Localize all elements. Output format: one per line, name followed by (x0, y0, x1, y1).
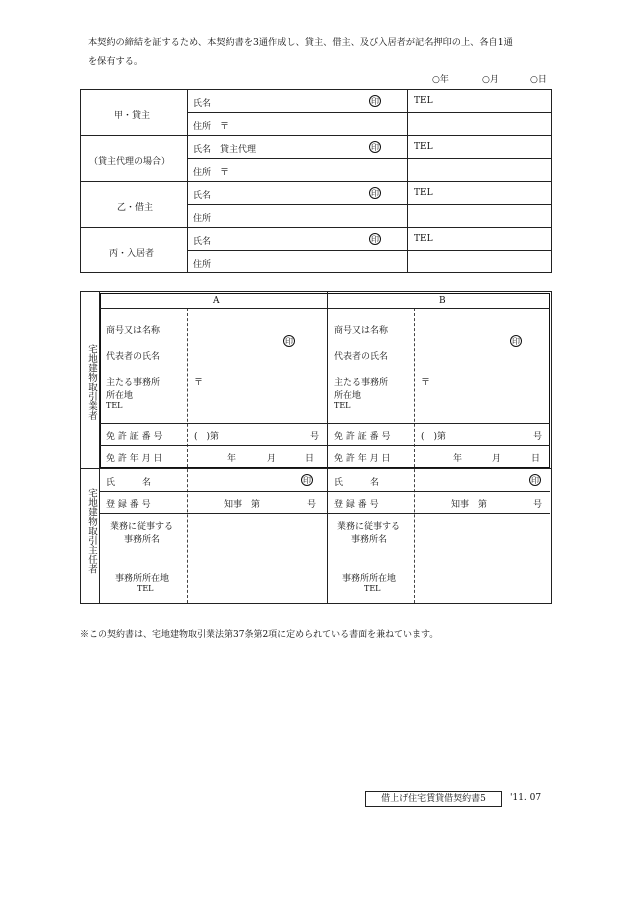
office-name-label: 業務に従事する (110, 522, 174, 532)
intro-text (88, 33, 568, 71)
parties-table (80, 89, 552, 273)
office-location-label: 所在地 (334, 391, 362, 401)
date-day: ○日 (530, 75, 547, 85)
party-name-label: 氏名 (193, 237, 212, 247)
party-tel-label: TEL (414, 96, 433, 106)
office-tel-label: TEL (334, 401, 351, 410)
trade-name-label: 商号又は名称 (334, 326, 389, 336)
party-tel-label: TEL (414, 142, 433, 152)
date-month: ○月 (482, 75, 499, 85)
intro-line-2: を保有する。 (88, 56, 144, 67)
registration-label: 登 録 番 号 (106, 500, 151, 510)
party-address-label: 住所 (193, 214, 212, 224)
license-day: 日 (531, 454, 541, 464)
trade-name-label: 商号又は名称 (106, 326, 161, 336)
rep-name-label: 代表者の氏名 (106, 352, 161, 362)
license-date-label: 免 許 年 月 日 (106, 454, 163, 464)
office-name-label-2: 事務所名 (351, 535, 388, 545)
office-label: 主たる事務所 (106, 378, 161, 388)
license-month: 月 (492, 454, 502, 464)
registration-unit: 号 (533, 500, 543, 510)
license-no-unit: 号 (533, 432, 543, 442)
date-year: ○年 (432, 75, 449, 85)
license-day: 日 (305, 454, 315, 464)
license-no-label: 免 許 証 番 号 (106, 432, 163, 442)
license-no-unit: 号 (310, 432, 320, 442)
party-address-label: 住所 (193, 260, 212, 270)
office-address-label: 事務所所在地 (115, 574, 170, 584)
registration-unit: 号 (307, 500, 317, 510)
party-role-occupant: 丙・入居者 (109, 249, 155, 259)
party-tel-label: TEL (414, 188, 433, 198)
seal-icon: 印 (371, 235, 379, 244)
rep-name-label: 代表者の氏名 (334, 352, 389, 362)
license-no-value: ( )第 (421, 432, 447, 442)
party-name-label: 氏名 貸主代理 (193, 145, 257, 155)
party-address-label: 住所 〒 (193, 122, 230, 132)
license-no-value: ( )第 (194, 432, 220, 442)
office-location-label: 所在地 (106, 391, 134, 401)
seal-icon: 印 (512, 337, 520, 346)
license-date-label: 免 許 年 月 日 (334, 454, 391, 464)
chief-name-label: 氏 名 (106, 478, 152, 488)
postal-mark: 〒 (194, 378, 204, 388)
registration-value: 知事 第 (224, 500, 261, 510)
office-tel-label: TEL (364, 584, 381, 593)
party-name-label: 氏名 (193, 99, 212, 109)
party-name-label: 氏名 (193, 191, 212, 201)
party-role-agent: （貸主代理の場合） (89, 157, 171, 167)
office-tel-label: TEL (106, 401, 123, 410)
chief-side-label: 宅地建物取引主任者 (86, 488, 97, 574)
column-a-header: A (213, 296, 220, 306)
form-code: '11. 07 (510, 793, 542, 803)
column-b-header: B (439, 296, 446, 306)
registration-label: 登 録 番 号 (334, 500, 379, 510)
party-role-lessor: 甲・貸主 (114, 111, 151, 121)
chief-name-label: 氏 名 (334, 478, 380, 488)
license-year: 年 (453, 454, 463, 464)
seal-icon: 印 (371, 143, 379, 152)
office-label: 主たる事務所 (334, 378, 389, 388)
legal-note: ※この契約書は、宅地建物取引業法第37条第2項に定められている書面を兼ねています。 (80, 630, 439, 640)
seal-icon: 印 (303, 476, 311, 485)
party-address-label: 住所 〒 (193, 168, 230, 178)
broker-table (80, 291, 552, 604)
seal-icon: 印 (285, 337, 293, 346)
office-address-label: 事務所所在地 (342, 574, 397, 584)
broker-side-label: 宅地建物取引業者 (86, 344, 97, 420)
registration-value: 知事 第 (451, 500, 488, 510)
form-title: 借上げ住宅賃貸借契約書5 (365, 791, 502, 807)
party-tel-label: TEL (414, 234, 433, 244)
license-no-label: 免 許 証 番 号 (334, 432, 391, 442)
office-name-label-2: 事務所名 (124, 535, 161, 545)
seal-icon: 印 (531, 476, 539, 485)
intro-line-1: 本契約の締結を証するため、本契約書を3通作成し、貸主、借主、及び入居者が記名押印の上、各自1通 (88, 37, 513, 48)
license-year: 年 (227, 454, 237, 464)
postal-mark: 〒 (421, 378, 431, 388)
office-tel-label: TEL (137, 584, 154, 593)
office-name-label: 業務に従事する (337, 522, 401, 532)
party-role-lessee: 乙・借主 (117, 203, 154, 213)
license-month: 月 (267, 454, 277, 464)
seal-icon: 印 (371, 97, 379, 106)
seal-icon: 印 (371, 189, 379, 198)
